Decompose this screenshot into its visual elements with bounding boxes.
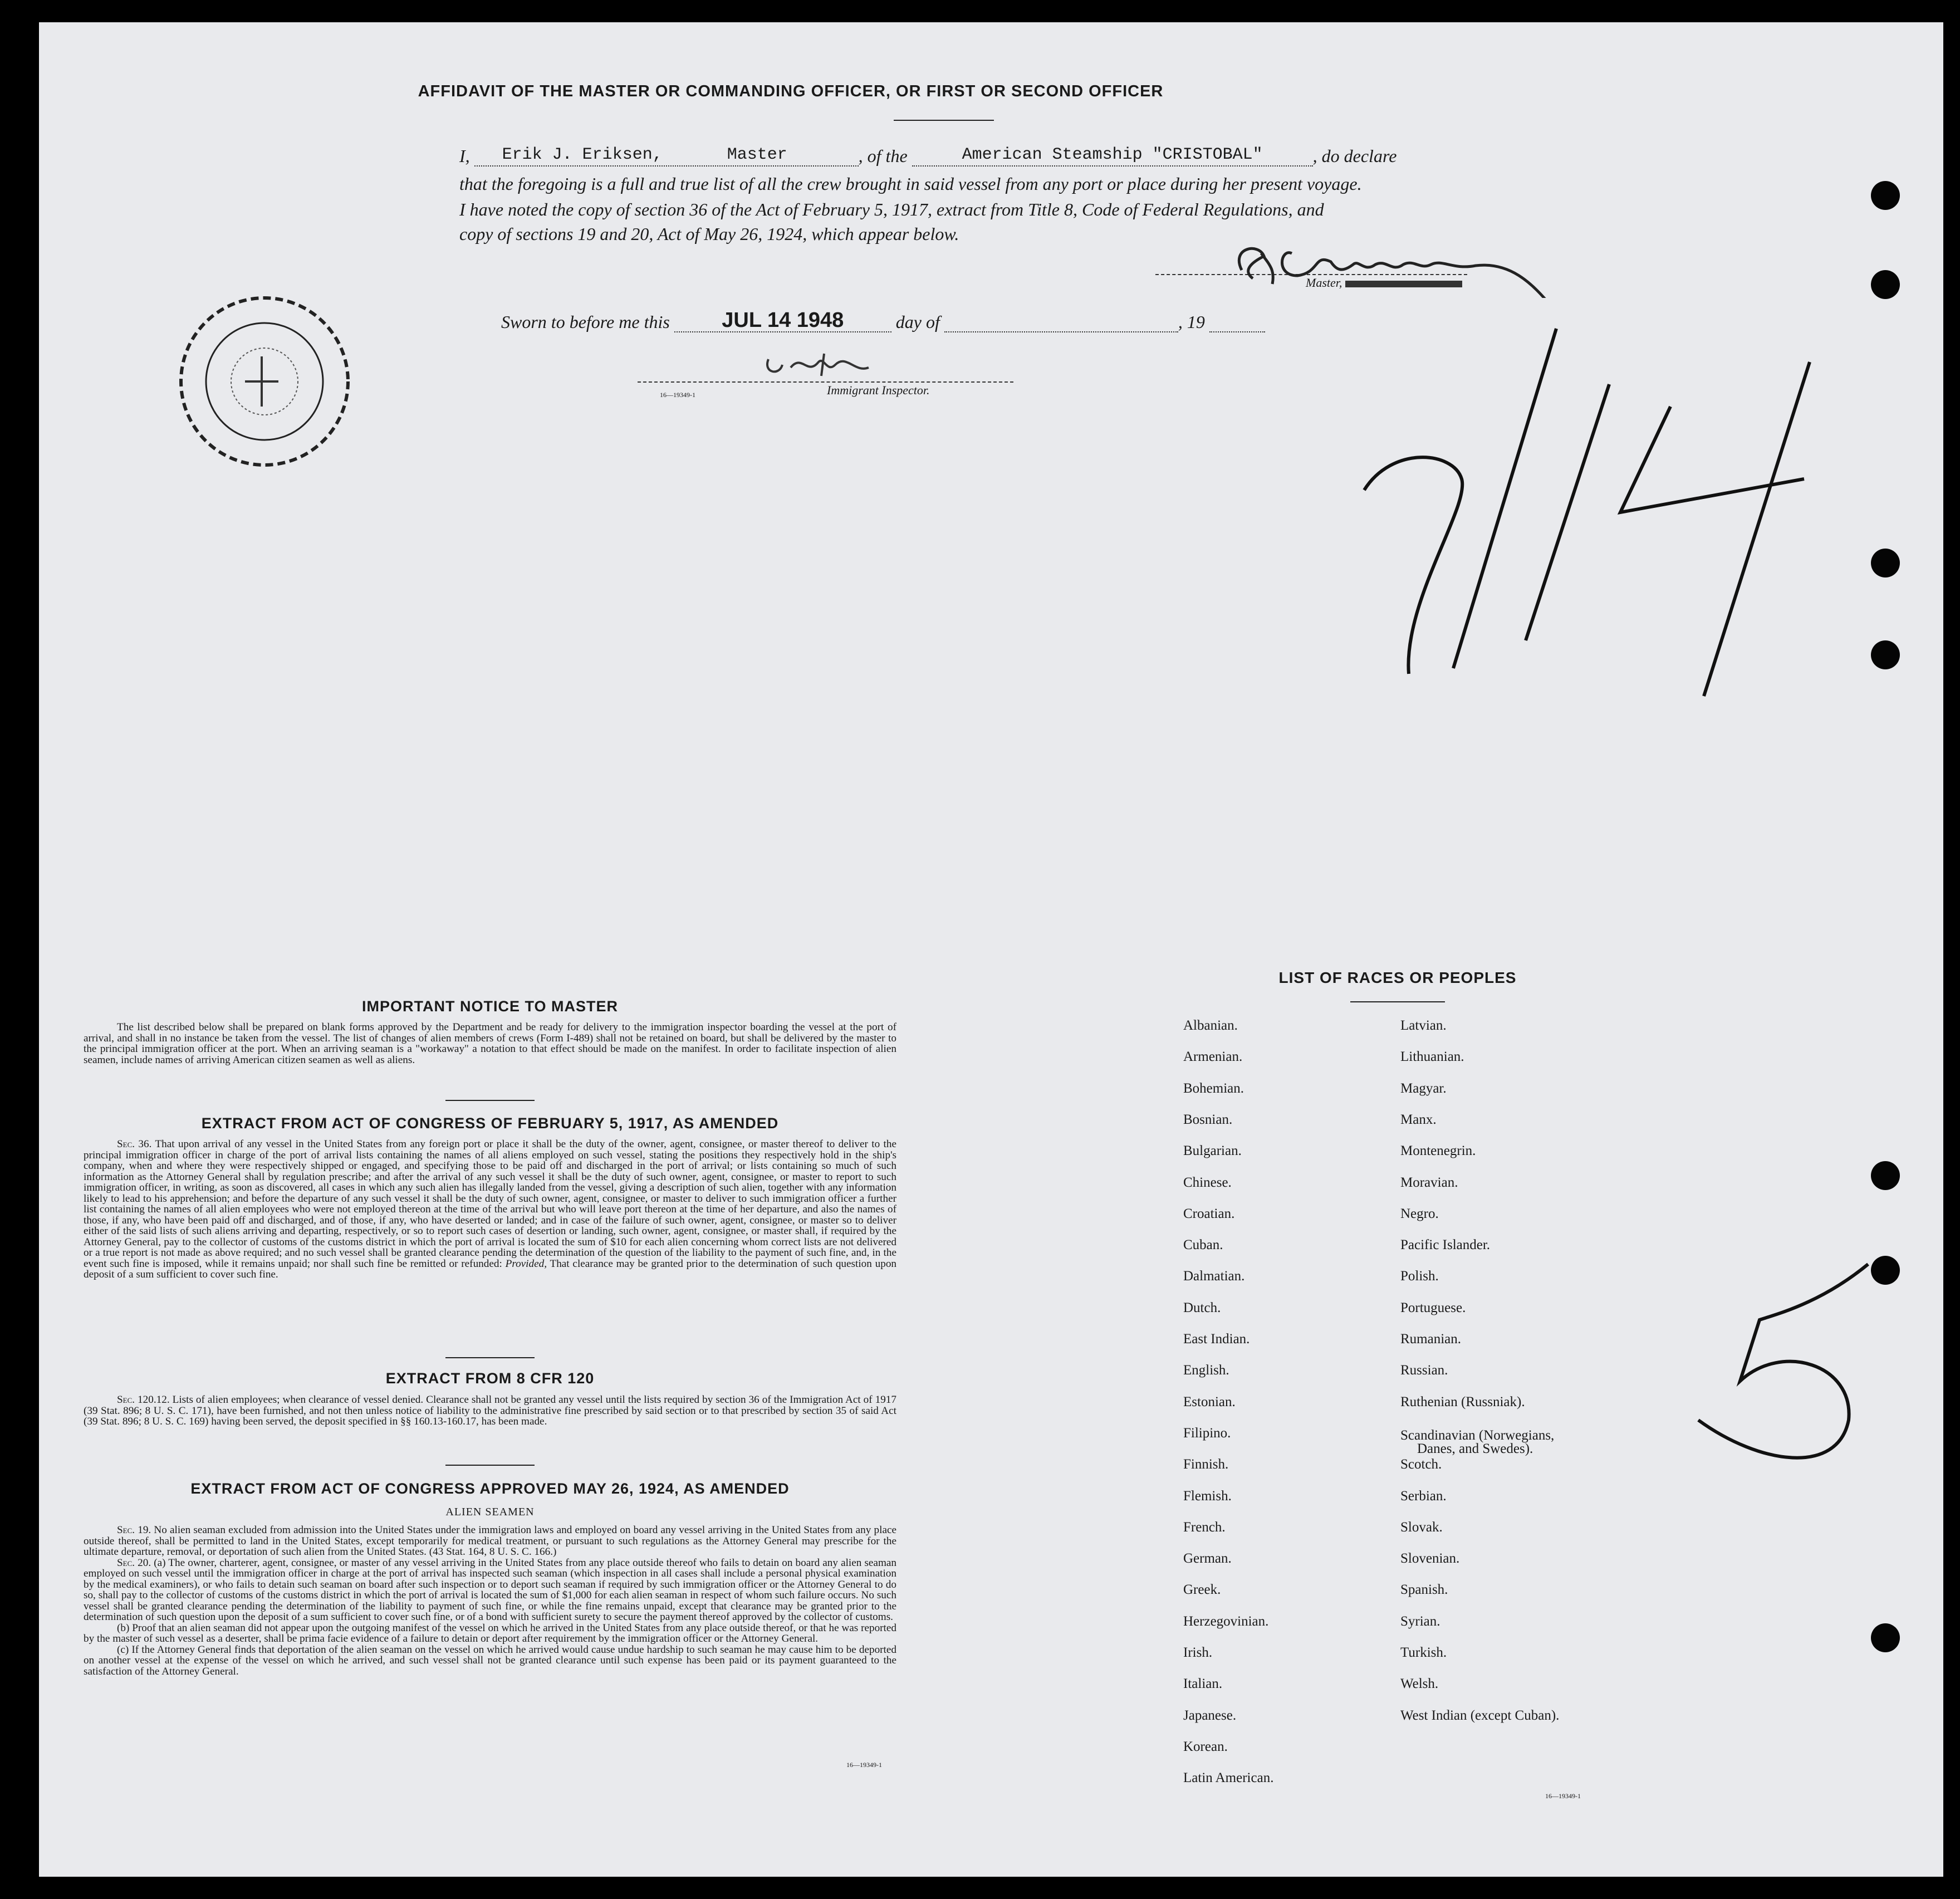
race-item: Lithuanian. bbox=[1400, 1049, 1464, 1065]
handwritten-7-14 bbox=[1342, 312, 1843, 702]
race-item: Russian. bbox=[1400, 1363, 1448, 1378]
inspector-signature bbox=[757, 342, 902, 387]
alien-seamen-subtitle: ALIEN SEAMEN bbox=[445, 1506, 535, 1518]
document-page bbox=[39, 22, 1943, 1877]
race-item: Syrian. bbox=[1400, 1613, 1440, 1629]
race-item: Polish. bbox=[1400, 1269, 1439, 1284]
section-20b-paragraph: (b) Proof that an alien seaman did not appear upon the outgoing manifest of the vessel on which he arrived in the United States from any place outside thereof, or that he was reported by the master of such vessel as a deserter, shall be prima facie evidence of a failure to detain or deport after requirement by the immigration officer or the Attorney General. bbox=[84, 1622, 896, 1645]
race-item: Scandinavian (Norwegians, bbox=[1400, 1427, 1555, 1443]
master-name: Erik J. Eriksen, bbox=[502, 145, 663, 164]
section-36-label: Sec. 36. bbox=[117, 1138, 152, 1150]
sworn-label: Sworn to before me this bbox=[501, 312, 670, 332]
section-36-text: That upon arrival of any vessel in the United States from any foreign port or place it shall be the duty of the owner, agent, consignee, or master thereof to deliver to the principal immigration officer in charge of the port of arrival lists containing the names of all aliens employed on such vessel, stating the positions they respectively hold in the ship's company, when and where they were respectively shipped or engaged, and specifying those to be paid off and discharged in the port of arrival; or lists containing so much of such information as the Attorney General shall by regulation prescribe; and after the arrival of any such vessel it shall be the duty of such owner, agent, consignee, or master to report to such immigration officer, in writing, as soon as discovered, all cases in which any such alien has illegally landed from the vessel, giving a description of such alien, together with any information likely to lead to his apprehension; and before the departure of any such vessel it shall be the duty of such owner, agent, consignee, or master to deliver to such immigration officer a further list containing the names of all alien employees who were not employed thereon at the time of the arrival but who will leave port thereon at the time of her departure, and also the names of those, if any, who have been paid off and discharged, and of those, if any, who have deserted or landed; and in case of the failure of such owner, agent, consignee, or master so to deliver either of the said lists of such aliens arriving and departing, respectively, or so to report such cases of desertion or landing, such owner, agent, consignee, or master shall, if required by the Attorney General, pay to the collector of customs of the customs district in which the port of arrival is located the sum of $10 for each alien concerning whom correct lists are not delivered or a true report is not made as above required; and no such vessel shall be granted clearance pending the determination of the question of the liability to the payment of such fine, and, in the event such fine is imposed, while it remains unpaid; nor shall such fine be remitted or refunded: bbox=[84, 1138, 896, 1270]
race-item: Welsh. bbox=[1400, 1676, 1439, 1692]
race-item: Korean. bbox=[1183, 1739, 1228, 1754]
race-item: Manx. bbox=[1400, 1112, 1437, 1127]
form-number: 16—19349-1 bbox=[660, 391, 695, 399]
race-item: Ruthenian (Russniak). bbox=[1400, 1394, 1525, 1409]
extract-1924-text bbox=[84, 1525, 896, 1677]
section-120-label: Sec. 120.12. bbox=[117, 1394, 170, 1406]
punch-hole bbox=[1871, 181, 1900, 210]
section-divider bbox=[445, 1465, 535, 1466]
punch-hole bbox=[1871, 640, 1900, 669]
race-item: Bosnian. bbox=[1183, 1112, 1233, 1127]
section-20-label: Sec. 20. bbox=[117, 1557, 151, 1569]
vessel-blank bbox=[912, 146, 1313, 167]
notice-paragraph: The list described below shall be prepared on blank forms approved by the Department and be ready for delivery to the immigration inspector boarding the vessel at the port of arrival, and shall in no instance be taken from the vessel. The list of changes of alien members of crews (Form I-489) shall not be retained on board, but shall be delivered by the master to the principal immigration officer at the port. When an arriving seaman is a "workaway" a notation to that effect should be made on the manifest. In order to facilitate inspection of alien seamen, include names of arriving American citizen seamen as well as aliens. bbox=[84, 1021, 896, 1066]
section-divider bbox=[445, 1100, 535, 1101]
race-item: Finnish. bbox=[1183, 1457, 1229, 1472]
race-item: Negro. bbox=[1400, 1206, 1439, 1221]
race-item: Dalmatian. bbox=[1183, 1269, 1245, 1284]
punch-hole bbox=[1871, 549, 1900, 577]
section-20a-text: (a) The owner, charterer, agent, consignee, or master of any vessel arriving in the United States from any place outside thereof who fails to detain on board any alien seaman employed on such vessel until the immigration officer in charge at the port of arrival has inspected such seaman (which inspection in all cases shall include a personal physical examination by the medical examiners), or who fails to detain such seaman on board after such inspection or to deport such seaman if required by such immigration officer or the Attorney General to do so, shall pay to the collector of customs of the customs district in which the port of arrival is located the sum of $1,000 for each alien seaman in respect of whom such failure occurs. No such vessel shall be granted clearance pending the determination of the liability to payment of such fine, or while the fine remains unpaid, except that clearance may be granted prior to the determination of such question upon the deposit of a sum sufficient to cover such fine, or of a bond with sufficient surety to secure the payment thereof approved by the collector of customs. bbox=[84, 1557, 896, 1623]
race-item: Magyar. bbox=[1400, 1080, 1447, 1096]
year-blank bbox=[1209, 312, 1265, 332]
affidavit-line-2: that the foregoing is a full and true list of all the crew brought in said vessel from any port or place during her present voyage. bbox=[459, 174, 1362, 194]
master-caption-text: Master, bbox=[1306, 276, 1342, 290]
race-item: Moravian. bbox=[1400, 1174, 1458, 1190]
section-20a-paragraph bbox=[84, 1558, 896, 1623]
punch-hole bbox=[1871, 1623, 1900, 1652]
race-item: Armenian. bbox=[1183, 1049, 1243, 1065]
race-item: Albanian. bbox=[1183, 1018, 1238, 1033]
race-item: Irish. bbox=[1183, 1645, 1213, 1660]
race-item: Estonian. bbox=[1183, 1394, 1236, 1409]
inspector-signature-line bbox=[638, 381, 1013, 383]
race-item: Slovenian. bbox=[1400, 1551, 1460, 1567]
struck-out-text bbox=[1345, 281, 1462, 287]
race-item: French. bbox=[1183, 1519, 1226, 1535]
race-item: Filipino. bbox=[1183, 1425, 1231, 1441]
title-divider bbox=[894, 120, 994, 121]
date-stamp: JUL 14 1948 bbox=[722, 309, 844, 332]
affidavit-line-3: I have noted the copy of section 36 of the Act of February 5, 1917, extract from Title 8, Code of Federal Regulations, and bbox=[459, 199, 1324, 219]
section-120-text: Lists of alien employees; when clearance of vessel denied. Clearance shall not be granted any vessel until the lists required by section 36 of the Immigration Act of 1917 (39 Stat. 896; 8 U. S. C. 171), have been furnished, and not then unless notice of liability to the administrative fine prescribed by said section or to that prescribed by section 35 of said Act (39 Stat. 896; 8 U. S. C. 169) having been served, the deposit specified in §§ 160.13-160.17, has been made. bbox=[84, 1394, 896, 1427]
section-19-label: Sec. 19. bbox=[117, 1524, 151, 1536]
races-title: LIST OF RACES OR PEOPLES bbox=[1278, 969, 1517, 986]
section-36-paragraph bbox=[84, 1139, 896, 1280]
notice-text bbox=[84, 1022, 896, 1065]
extract-cfr-text bbox=[84, 1394, 896, 1427]
notice-title: IMPORTANT NOTICE TO MASTER bbox=[362, 998, 618, 1015]
proviso-label: Provided, bbox=[505, 1257, 547, 1270]
of-the-label: , of the bbox=[858, 146, 908, 166]
form-number: 16—19349-1 bbox=[846, 1761, 882, 1769]
punch-hole bbox=[1871, 270, 1900, 299]
race-item: Cuban. bbox=[1183, 1237, 1223, 1253]
races-title-underline bbox=[1350, 1001, 1445, 1002]
race-item: Croatian. bbox=[1183, 1206, 1235, 1221]
race-item: Danes, and Swedes). bbox=[1417, 1441, 1533, 1456]
race-item: German. bbox=[1183, 1551, 1232, 1567]
race-item: English. bbox=[1183, 1363, 1229, 1378]
race-item: Latin American. bbox=[1183, 1770, 1274, 1786]
race-item: Serbian. bbox=[1400, 1488, 1447, 1504]
race-item: Chinese. bbox=[1183, 1174, 1232, 1190]
extract-1917-title: EXTRACT FROM ACT OF CONGRESS OF FEBRUARY 5, 1917, AS AMENDED bbox=[201, 1115, 779, 1132]
race-item: Greek. bbox=[1183, 1582, 1221, 1598]
year-prefix: , 19 bbox=[1178, 312, 1205, 332]
affidavit-line-1 bbox=[459, 146, 1396, 167]
master-caption bbox=[1306, 276, 1462, 290]
race-item: Italian. bbox=[1183, 1676, 1223, 1692]
race-item: Pacific Islander. bbox=[1400, 1237, 1491, 1253]
handwritten-page-5 bbox=[1687, 1253, 1888, 1487]
race-item: Latvian. bbox=[1400, 1018, 1447, 1033]
section-20c-paragraph: (c) If the Attorney General finds that deportation of the alien seaman on the vessel on which he arrived would cause undue hardship to such seaman he may cause him to be deported on another vessel at the expense of the vessel on which he arrived, and such vessel shall not be granted clearance until such expense has been paid or its payment guaranteed to the satisfaction of the Attorney General. bbox=[84, 1643, 896, 1677]
sworn-day-blank bbox=[674, 309, 891, 332]
name-rank-blank bbox=[474, 146, 859, 167]
race-item: Bohemian. bbox=[1183, 1080, 1244, 1096]
race-item: Rumanian. bbox=[1400, 1332, 1462, 1347]
punch-hole bbox=[1871, 1161, 1900, 1190]
section-19-paragraph bbox=[84, 1525, 896, 1558]
form-number: 16—19349-1 bbox=[1545, 1792, 1581, 1800]
race-item: Turkish. bbox=[1400, 1645, 1447, 1660]
affidavit-line-4: copy of sections 19 and 20, Act of May 26, 1924, which appear below. bbox=[459, 224, 959, 244]
race-item: Flemish. bbox=[1183, 1488, 1232, 1504]
declare-label: , do declare bbox=[1312, 146, 1397, 166]
section-divider bbox=[445, 1357, 535, 1358]
race-item: Scotch. bbox=[1400, 1457, 1442, 1472]
section-120-paragraph bbox=[84, 1394, 896, 1427]
affidavit-intro: I, bbox=[459, 146, 470, 166]
extract-1924-title: EXTRACT FROM ACT OF CONGRESS APPROVED MAY 26, 1924, AS AMENDED bbox=[190, 1480, 790, 1497]
race-item: Spanish. bbox=[1400, 1582, 1448, 1598]
vessel-name: American Steamship "CRISTOBAL" bbox=[962, 145, 1263, 164]
race-item: Portuguese. bbox=[1400, 1300, 1466, 1315]
master-rank: Master bbox=[727, 145, 787, 164]
month-blank bbox=[944, 312, 1178, 332]
race-item: Herzegovinian. bbox=[1183, 1613, 1269, 1629]
affidavit-title: AFFIDAVIT OF THE MASTER OR COMMANDING OFFICER, OR FIRST OR SECOND OFFICER bbox=[418, 82, 1164, 100]
extract-cfr-title: EXTRACT FROM 8 CFR 120 bbox=[385, 1370, 595, 1387]
race-item: West Indian (except Cuban). bbox=[1400, 1707, 1560, 1723]
extract-1917-text bbox=[84, 1139, 896, 1280]
sworn-line bbox=[501, 309, 1265, 332]
race-item: Japanese. bbox=[1183, 1707, 1237, 1723]
race-item: Bulgarian. bbox=[1183, 1143, 1242, 1159]
race-item: Slovak. bbox=[1400, 1519, 1443, 1535]
inspector-caption: Immigrant Inspector. bbox=[827, 383, 930, 397]
race-item: East Indian. bbox=[1183, 1332, 1250, 1347]
section-19-text: No alien seaman excluded from admission into the United States under the immigration laws and employed on board any vessel arriving in the United States from any place outside thereof, shall be permitted to land in the United States, except temporarily for medical treatment, or pursuant to such regulations as the Attorney General may prescribe for the ultimate departure, removal, or deportation of such alien from the United States. (43 Stat. 164, 8 U. S. C. 166.) bbox=[84, 1524, 896, 1558]
race-item: Dutch. bbox=[1183, 1300, 1221, 1315]
race-item: Montenegrin. bbox=[1400, 1143, 1476, 1159]
proviso-text: That clearance may be granted prior to the determination of such question upon deposit of a sum sufficient to cover such fine. bbox=[84, 1257, 897, 1280]
day-of-label: day of bbox=[895, 312, 940, 332]
arrival-seal-stamp bbox=[173, 290, 356, 473]
